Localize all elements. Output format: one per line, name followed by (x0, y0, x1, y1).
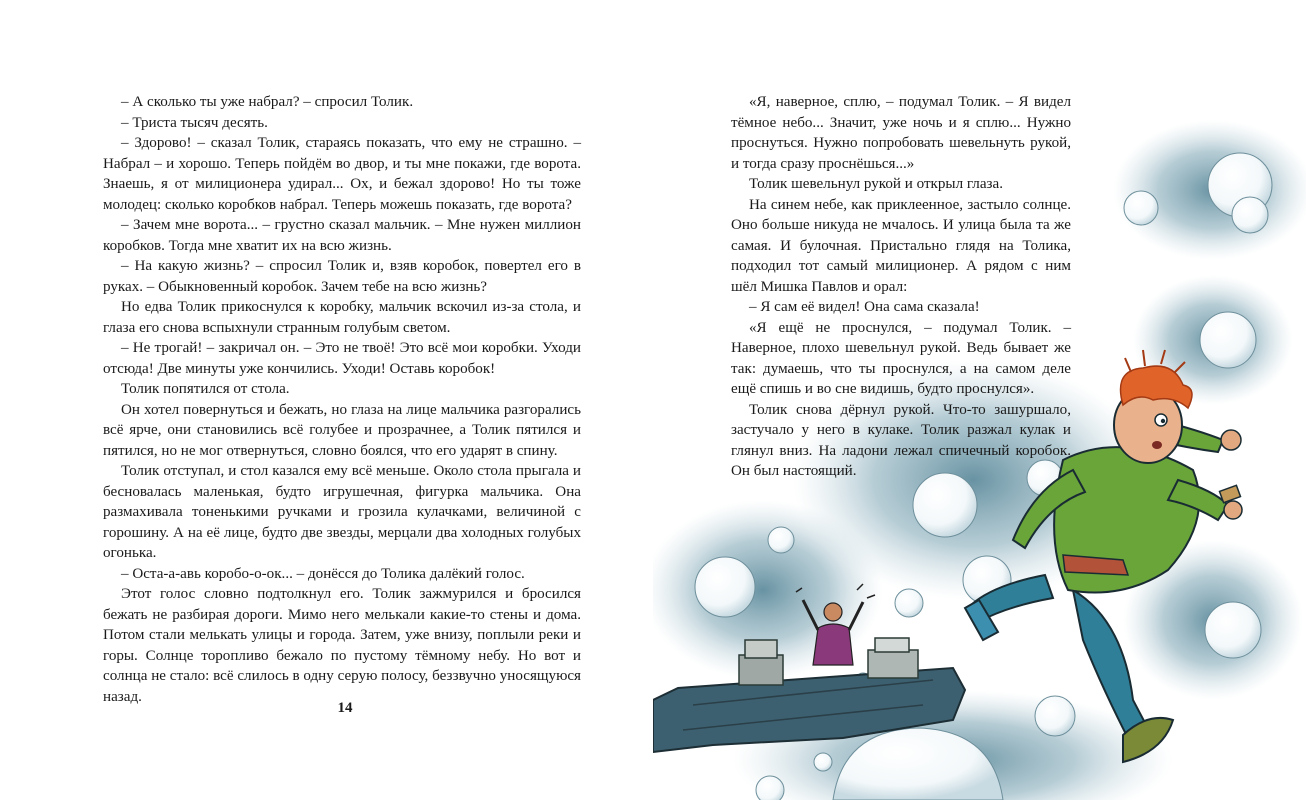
paragraph: Толик отступал, и стол казался ему всё меньше. Около стола прыгала и бесновалась маленькая, будто игрушечная, фигурка мальчика. Она размахивала тоненькими ручками и грозила кулачками, величиной с горошину. А на её лице, будто две звезды, мерцали два холодных голубых огонька. (103, 463, 581, 561)
paragraph: Он хотел повернуться и бежать, но глаза на лице мальчика разгорались всё ярче, они становились всё голубее и прозрачнее, а Толик пятился и пятился, но не мог отвернуться, словно боялся, что его ударят в спину. (103, 401, 581, 459)
paragraph: Толик попятился от стола. (121, 381, 290, 397)
paragraph: Этот голос словно подтолкнул его. Толик зажмурился и бросился бежать не разбирая дороги. Мимо него мелькали какие-то стены и дома. Потом стали мелькать улицы и города. Затем, уже внизу, поплыли реки и горы. Солнце торопливо бежало по пустому тёмному небу. Но вот и солнца не стало: всё слилось в одну серую полосу, беззвучно уносящуюся назад. (103, 586, 581, 705)
paragraph: – Триста тысяч десять. (121, 114, 268, 131)
page-number: 14 (337, 700, 353, 716)
right-page (653, 0, 1306, 800)
right-page-text (731, 92, 1071, 482)
paragraph: – Не трогай! – закричал он. – Это не твоё! Это всё мои коробки. Уходи отсюда! Две минуты уже кончились. Уходи! Оставь коробок! (103, 340, 581, 377)
left-page-text (103, 92, 581, 707)
paragraph: – Зачем мне ворота... – грустно сказал мальчик. – Мне нужен миллион коробков. Тогда мне хватит их на всю жизнь. (103, 217, 581, 254)
paragraph: – На какую жизнь? – спросил Толик и, взяв коробок, повертел его в руках. – Обыкновенный коробок. Зачем тебе на всю жизнь? (103, 258, 581, 295)
paragraph: – Я сам её видел! Она сама сказала! (749, 299, 980, 315)
paragraph: Но едва Толик прикоснулся к коробку, мальчик вскочил из-за стола, и глаза его снова вспыхнули странным голубым светом. (103, 299, 581, 336)
paragraph: «Я ещё не проснулся, – подумал Толик. – Наверное, плохо шевельнул рукой. Ведь бывает же так: думаешь, что ты проснулся, а на самом деле ещё спишь и во сне видишь, будто проснулся». (731, 319, 1071, 397)
paragraph: Толик снова дёрнул рукой. Что-то зашуршало, застучало у него в кулаке. Толик разжал кулак и глянул вниз. На ладони лежал спичечный коробок. Он был настоящий. (731, 401, 1071, 479)
paragraph: – А сколько ты уже набрал? – спросил Толик. (121, 94, 414, 110)
paragraph: – Здорово! – сказал Толик, стараясь показать, что ему не страшно. – Набрал – и хорошо. Теперь пойдём во двор, и ты мне покажи, где ворота. Знаешь, я от милиционера удирал... Ох, и бежал здорово! Но ты тоже молодец: сколько коробков набрал. Теперь можешь показать, где ворота? (103, 135, 581, 213)
paragraph: – Оста-а-авь коробо-о-ок... – донёсся до Толика далёкий голос. (121, 565, 525, 582)
paragraph: На синем небе, как приклеенное, застыло солнце. Оно больше никуда не мчалось. И улица была та же самая. И булочная. Пристально глядя на Толика, подходил тот самый милиционер. А рядом с ним шёл Мишка Павлов и орал: (731, 196, 1071, 295)
paragraph: «Я, наверное, сплю, – подумал Толик. – Я видел тёмное небо... Значит, уже ночь и я сплю... Нужно проснуться. Нужно попробовать шевельнуть рукой, и тогда сразу проснёшься...» (731, 94, 1071, 172)
paragraph: Толик шевельнул рукой и открыл глаза. (749, 176, 1003, 192)
